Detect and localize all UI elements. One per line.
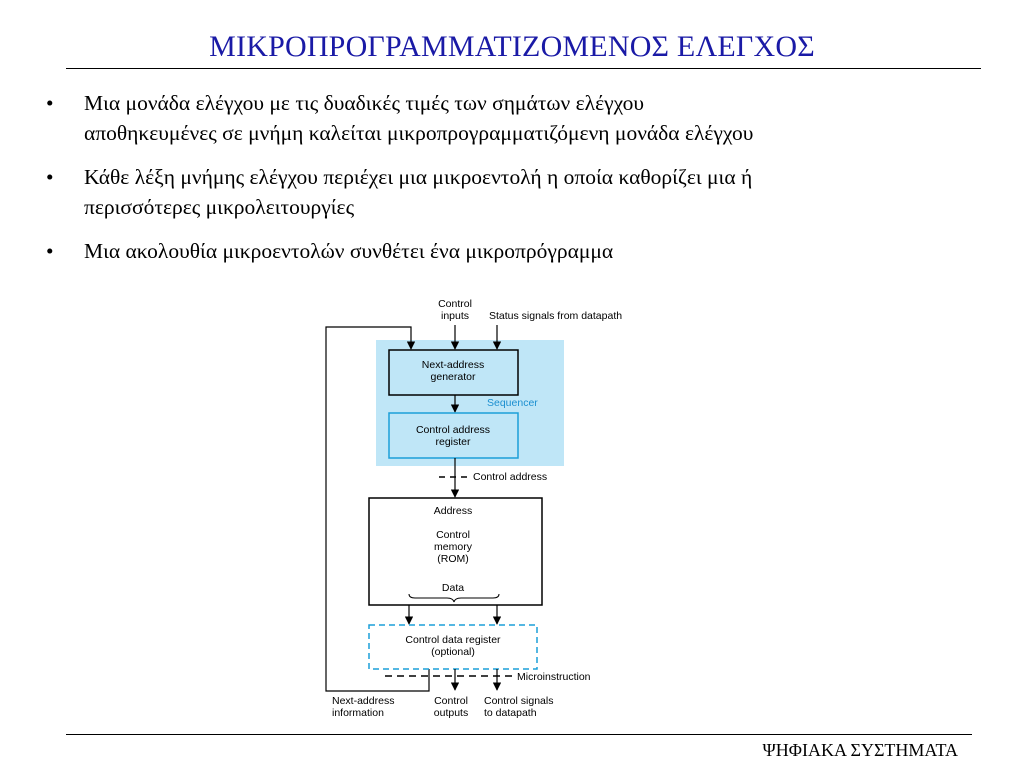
control-memory-label: Control [436,529,470,541]
control-signals-label: to datapath [484,707,537,719]
microprogram-control-diagram [275,296,667,722]
bullet-marker: • [46,165,54,189]
bullet-marker: • [46,91,54,115]
control-outputs-label: Control [434,695,468,707]
status-signals-label: Status signals from datapath [489,310,623,322]
control-inputs-label: Control [438,298,472,310]
control-memory-label: (ROM) [437,553,469,565]
control-data-register-label: (optional) [431,646,475,658]
next-address-information-label: information [332,707,384,719]
microinstruction-label: Microinstruction [517,671,591,683]
data-label: Data [441,582,465,594]
footer-rule [66,734,972,735]
next-address-information-label: Next-address [332,695,395,707]
control-outputs-label: outputs [433,707,469,719]
bullet-text-line: αποθηκευμένες σε μνήμη καλείται μικροπρογραμματιζόμενη μονάδα ελέγχου [84,121,754,145]
slide-title: ΜΙΚΡΟΠΡΟΓΡΑΜΜΑΤΙΖΟΜΕΝΟΣ ΕΛΕΓΧΟΣ [209,30,815,63]
control-signals-label: Control signals [484,695,554,707]
next-address-generator-label: Next-address [421,359,485,371]
control-address-register-label: register [435,436,471,448]
bullet-text-line: Μια ακολουθία μικροεντολών συνθέτει ένα μικροπρόγραμμα [84,239,614,263]
control-address-label: Control address [473,471,548,483]
bullet-text-line: Μια μονάδα ελέγχου με τις δυαδικές τιμές των σημάτων ελέγχου [84,91,645,115]
bullet-text-line: περισσότερες μικρολειτουργίες [84,195,355,219]
bullet-item [40,162,1000,222]
control-data-register-label: Control data register [405,634,501,646]
title-underline [66,68,981,69]
control-memory-label: memory [434,541,472,553]
address-label: Address [433,505,473,517]
bullet-text-line: Κάθε λέξη μνήμης ελέγχου περιέχει μια μικροεντολή η οποία καθορίζει μια ή [84,165,753,189]
control-inputs-label: inputs [440,310,470,322]
next-address-generator-label: generator [430,371,476,383]
footer-text: ΨΗΦΙΑΚΑ ΣΥΣΤΗΜΑΤΑ [762,740,958,760]
bullet-list [40,88,1000,280]
sequencer-label: Sequencer [487,397,538,409]
bullet-marker: • [46,239,54,263]
control-address-register-label: Control address [415,424,491,436]
bullet-item [40,88,1000,148]
bullet-item [40,236,1000,266]
